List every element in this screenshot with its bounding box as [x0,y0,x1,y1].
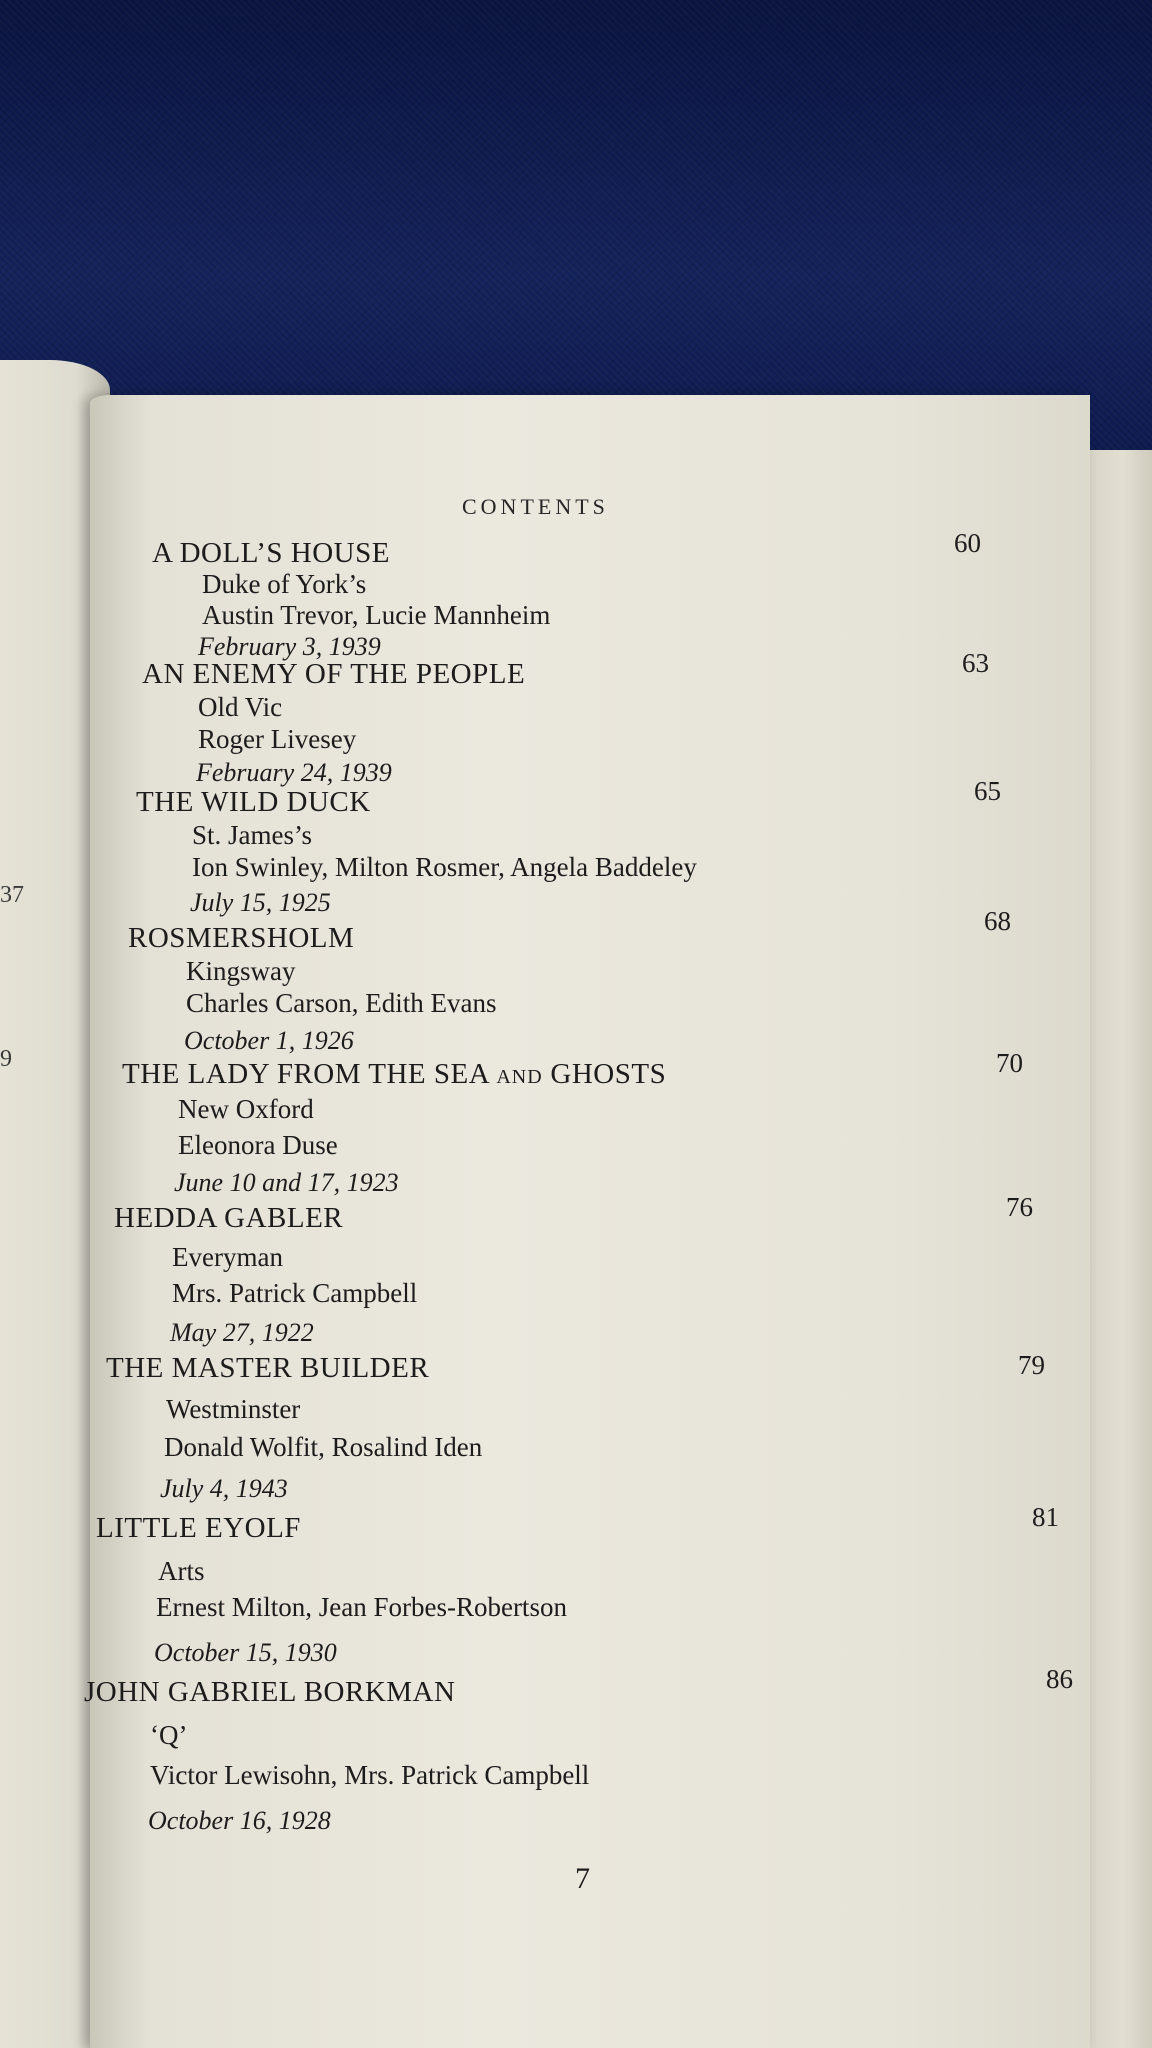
page-number: 79 [1018,1350,1045,1380]
play-title-part: GHOSTS [550,1058,667,1090]
play-title-part: THE LADY FROM THE SEA [122,1058,489,1090]
play-title: HEDDA GABLER [114,1202,344,1234]
theatre-name: New Oxford [178,1094,314,1124]
title-conjunction: AND [496,1066,543,1088]
cast-list: Roger Livesey [198,724,357,754]
cast-list: Austin Trevor, Lucie Mannheim [202,600,551,630]
theatre-name: ‘Q’ [150,1720,188,1750]
page-number: 76 [1006,1192,1033,1222]
cast-list: Charles Carson, Edith Evans [186,988,497,1018]
theatre-name: Westminster [166,1394,301,1424]
performance-date: July 4, 1943 [160,1474,288,1503]
play-title: A DOLL’S HOUSE [152,537,390,569]
contents-heading: CONTENTS [462,494,609,519]
theatre-name: Arts [158,1556,205,1586]
play-title [122,1058,666,1091]
cast-list: Victor Lewisohn, Mrs. Patrick Campbell [150,1760,590,1790]
cloth-background [0,0,1152,460]
cast-list: Eleonora Duse [178,1130,338,1160]
performance-date: May 27, 1922 [170,1318,314,1347]
theatre-name: Duke of York’s [202,569,367,599]
page-stack-edge [1080,450,1152,2048]
cast-list: Ion Swinley, Milton Rosmer, Angela Baddeley [192,852,697,882]
left-page-number: 37 [0,882,24,908]
play-title: ROSMERSHOLM [128,922,355,954]
performance-date: July 15, 1925 [190,888,331,917]
page-folio: 7 [575,1862,590,1895]
page-number: 70 [996,1048,1023,1078]
cast-list: Donald Wolfit, Rosalind Iden [164,1432,483,1462]
cast-list: Ernest Milton, Jean Forbes-Robertson [156,1592,567,1622]
play-title: JOHN GABRIEL BORKMAN [84,1676,456,1708]
page-number: 65 [974,776,1001,806]
page-number: 60 [954,528,981,558]
performance-date: October 1, 1926 [184,1026,354,1055]
theatre-name: Kingsway [186,956,296,986]
play-title: THE MASTER BUILDER [106,1352,430,1384]
performance-date: June 10 and 17, 1923 [174,1168,399,1197]
cast-list: Mrs. Patrick Campbell [172,1278,418,1308]
theatre-name: Everyman [172,1242,283,1272]
page-number: 86 [1046,1664,1073,1694]
page-number: 63 [962,648,989,678]
left-page-number: 9 [0,1046,12,1072]
theatre-name: St. James’s [192,820,313,850]
page-number: 81 [1032,1502,1059,1532]
performance-date: October 15, 1930 [154,1638,337,1667]
theatre-name: Old Vic [198,692,283,722]
performance-date: February 24, 1939 [196,758,392,787]
play-title: THE WILD DUCK [136,786,371,818]
page-number: 68 [984,906,1011,936]
play-title: LITTLE EYOLF [96,1512,301,1544]
performance-date: October 16, 1928 [148,1806,331,1835]
performance-date: February 3, 1939 [198,632,381,661]
play-title: AN ENEMY OF THE PEOPLE [142,658,526,690]
